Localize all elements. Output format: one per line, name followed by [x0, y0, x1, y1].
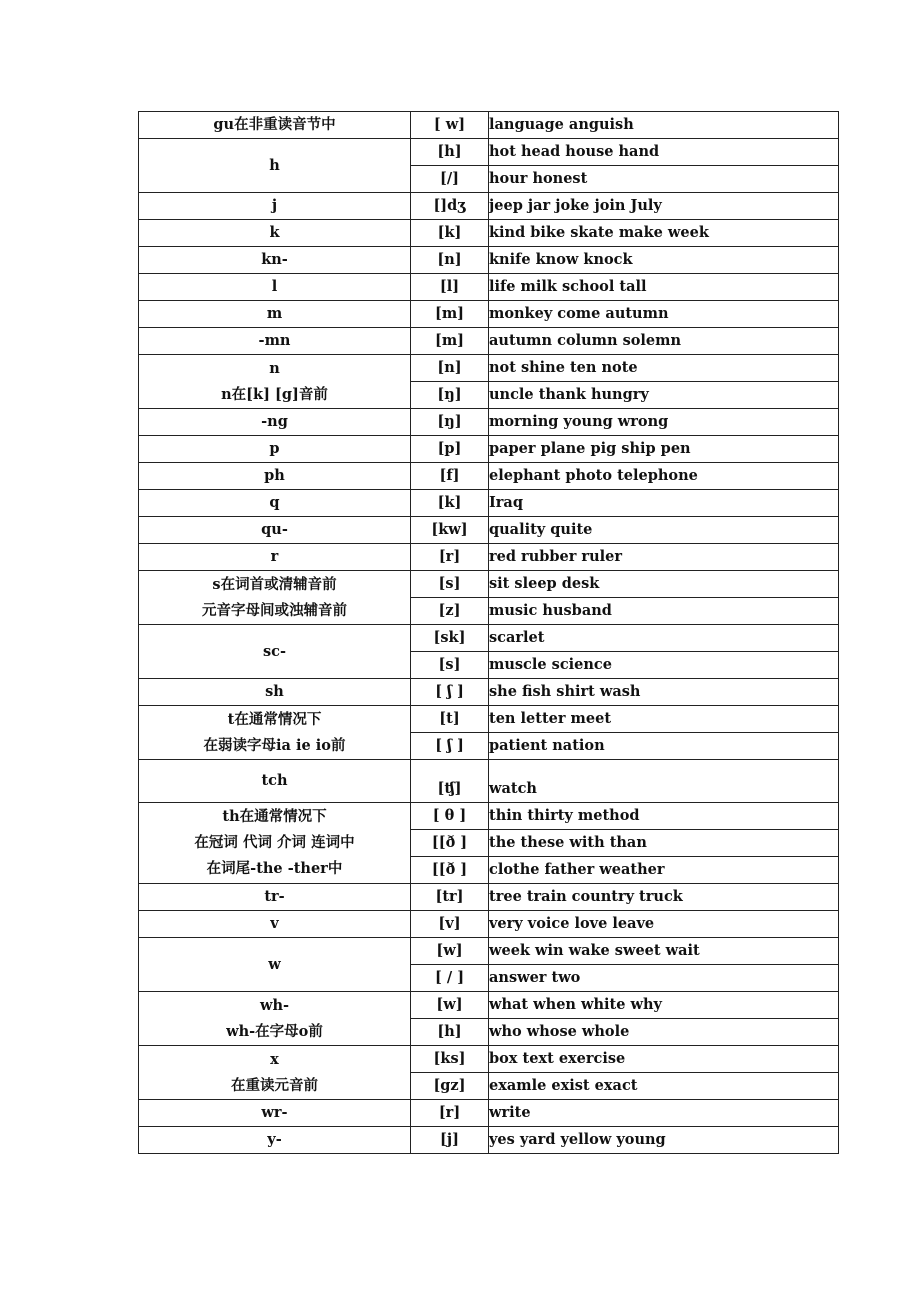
example-words: elephant photo telephone — [489, 463, 839, 490]
phonetic-symbol: [s] — [411, 571, 489, 598]
example-words: monkey come autumn — [489, 301, 839, 328]
letter-pattern-cell — [139, 1046, 411, 1100]
phonetic-symbol: [sk] — [411, 625, 489, 652]
phonetic-symbol: [m] — [411, 328, 489, 355]
phonetic-symbol: [v] — [411, 911, 489, 938]
example-words: jeep jar joke join July — [489, 193, 839, 220]
letter-pattern: tch — [261, 772, 288, 789]
letter-pattern-cell — [139, 911, 411, 938]
letter-pattern: r — [270, 548, 279, 565]
table-row — [139, 938, 839, 965]
letter-pattern-cell — [139, 706, 411, 760]
letter-pattern: tr- — [264, 888, 285, 905]
phonetic-symbol: [k] — [411, 220, 489, 247]
phonetic-symbol: [r] — [411, 1100, 489, 1127]
letter-pattern: x — [270, 1050, 279, 1068]
letter-pattern: n在[k] [g]音前 — [221, 385, 328, 403]
letter-pattern: s在词首或清辅音前 — [212, 575, 337, 593]
letter-pattern-cell — [139, 274, 411, 301]
letter-pattern-cell — [139, 625, 411, 679]
letter-pattern: k — [269, 224, 280, 241]
example-words: red rubber ruler — [489, 544, 839, 571]
example-words: very voice love leave — [489, 911, 839, 938]
phonetic-symbol: [l] — [411, 274, 489, 301]
letter-pattern-cell — [139, 436, 411, 463]
letter-pattern-cell — [139, 490, 411, 517]
example-words: morning young wrong — [489, 409, 839, 436]
phonetic-symbol: [f] — [411, 463, 489, 490]
example-words: patient nation — [489, 733, 839, 760]
letter-pattern: n — [269, 359, 280, 377]
example-words: thin thirty method — [489, 803, 839, 830]
phonetic-symbol: [t] — [411, 706, 489, 733]
table-row — [139, 625, 839, 652]
example-words: uncle thank hungry — [489, 382, 839, 409]
letter-pattern-cell — [139, 112, 411, 139]
letter-pattern: th在通常情况下 — [222, 808, 327, 825]
letter-pattern: 在重读元音前 — [231, 1076, 318, 1094]
letter-pattern-cell — [139, 884, 411, 911]
table-row — [139, 1127, 839, 1154]
table-row — [139, 355, 839, 382]
letter-pattern-cell — [139, 301, 411, 328]
example-words: the these with than — [489, 830, 839, 857]
letter-pattern: 在词尾-the -ther中 — [206, 860, 343, 877]
phonetic-symbol: [n] — [411, 247, 489, 274]
phonetic-symbol: [m] — [411, 301, 489, 328]
phonics-table — [138, 111, 839, 1154]
letter-pattern: m — [266, 305, 283, 322]
letter-pattern-cell — [139, 409, 411, 436]
phonetic-symbol: [ŋ] — [411, 382, 489, 409]
phonetic-symbol: []dʒ — [411, 193, 489, 220]
letter-pattern: h — [269, 156, 280, 174]
phonetic-symbol: [z] — [411, 598, 489, 625]
phonetic-symbol: [ ʃ ] — [411, 733, 489, 760]
letter-pattern: sc- — [262, 642, 286, 660]
example-words: kind bike skate make week — [489, 220, 839, 247]
example-words: knife know knock — [489, 247, 839, 274]
example-words: sit sleep desk — [489, 571, 839, 598]
letter-pattern: wr- — [261, 1104, 288, 1121]
letter-pattern: -ng — [261, 413, 288, 430]
letter-pattern-cell — [139, 803, 411, 884]
table-row — [139, 274, 839, 301]
phonetic-symbol: [ θ ] — [411, 803, 489, 830]
example-words: hot head house hand — [489, 139, 839, 166]
example-words: answer two — [489, 965, 839, 992]
letter-pattern: t在通常情况下 — [227, 710, 322, 728]
letter-pattern-cell — [139, 760, 411, 803]
example-words: language anguish — [489, 112, 839, 139]
letter-pattern: p — [269, 440, 280, 457]
phonetic-symbol: [w] — [411, 992, 489, 1019]
letter-pattern-cell — [139, 938, 411, 992]
example-words: box text exercise — [489, 1046, 839, 1073]
phonetic-symbol: [ʧ] — [411, 760, 489, 803]
phonetic-symbol: [ w] — [411, 112, 489, 139]
table-row — [139, 706, 839, 733]
example-words: write — [489, 1100, 839, 1127]
letter-pattern: q — [269, 494, 280, 511]
table-row — [139, 544, 839, 571]
example-words: quality quite — [489, 517, 839, 544]
letter-pattern: gu在非重读音节中 — [213, 116, 336, 133]
example-words: not shine ten note — [489, 355, 839, 382]
letter-pattern: qu- — [261, 521, 288, 538]
example-words: muscle science — [489, 652, 839, 679]
phonetic-symbol: [h] — [411, 1019, 489, 1046]
table-row — [139, 328, 839, 355]
example-words: paper plane pig ship pen — [489, 436, 839, 463]
letter-pattern: ph — [264, 467, 285, 484]
phonetic-symbol: [w] — [411, 938, 489, 965]
example-words: life milk school tall — [489, 274, 839, 301]
letter-pattern-cell — [139, 1100, 411, 1127]
letter-pattern: wh- — [259, 996, 290, 1014]
letter-pattern-cell — [139, 193, 411, 220]
letter-pattern-cell — [139, 247, 411, 274]
example-words: Iraq — [489, 490, 839, 517]
table-row — [139, 139, 839, 166]
example-words: autumn column solemn — [489, 328, 839, 355]
letter-pattern: 在冠词 代词 介词 连词中 — [194, 834, 355, 851]
phonetic-symbol: [j] — [411, 1127, 489, 1154]
phonetic-symbol: [tr] — [411, 884, 489, 911]
example-words: watch — [489, 760, 839, 803]
letter-pattern-cell — [139, 571, 411, 625]
letter-pattern-cell — [139, 220, 411, 247]
example-words: examle exist exact — [489, 1073, 839, 1100]
phonetic-symbol: [p] — [411, 436, 489, 463]
example-words: week win wake sweet wait — [489, 938, 839, 965]
table-row — [139, 1046, 839, 1073]
phonetic-symbol: [n] — [411, 355, 489, 382]
letter-pattern: 在弱读字母ia ie io前 — [203, 736, 346, 754]
letter-pattern-cell — [139, 463, 411, 490]
example-words: yes yard yellow young — [489, 1127, 839, 1154]
table-row — [139, 490, 839, 517]
letter-pattern: v — [270, 915, 279, 932]
example-words: scarlet — [489, 625, 839, 652]
example-words: who whose whole — [489, 1019, 839, 1046]
table-row — [139, 884, 839, 911]
letter-pattern-cell — [139, 517, 411, 544]
phonetic-symbol: [/] — [411, 166, 489, 193]
phonetic-symbol: [kw] — [411, 517, 489, 544]
phonetic-symbol: [r] — [411, 544, 489, 571]
phonics-table-body — [139, 112, 839, 1154]
table-row — [139, 679, 839, 706]
table-row — [139, 803, 839, 830]
letter-pattern-cell — [139, 355, 411, 409]
letter-pattern: 元音字母间或浊辅音前 — [202, 601, 347, 619]
phonetic-symbol: [[ð ] — [411, 857, 489, 884]
letter-pattern: l — [271, 278, 278, 295]
table-row — [139, 409, 839, 436]
example-words: she fish shirt wash — [489, 679, 839, 706]
table-row — [139, 911, 839, 938]
table-row — [139, 463, 839, 490]
phonetic-symbol: [ks] — [411, 1046, 489, 1073]
example-words: what when white why — [489, 992, 839, 1019]
example-words: tree train country truck — [489, 884, 839, 911]
letter-pattern-cell — [139, 328, 411, 355]
phonetic-symbol: [gz] — [411, 1073, 489, 1100]
letter-pattern: j — [271, 197, 278, 214]
letter-pattern-cell — [139, 544, 411, 571]
letter-pattern: w — [268, 955, 281, 973]
table-row — [139, 247, 839, 274]
letter-pattern: -mn — [258, 332, 291, 349]
letter-pattern: sh — [265, 683, 284, 700]
table-row — [139, 220, 839, 247]
phonetic-symbol: [[ð ] — [411, 830, 489, 857]
table-row — [139, 517, 839, 544]
phonetic-symbol: [s] — [411, 652, 489, 679]
table-row — [139, 1100, 839, 1127]
phonetic-symbol: [ŋ] — [411, 409, 489, 436]
phonetic-symbol: [k] — [411, 490, 489, 517]
phonetic-symbol: [ ʃ ] — [411, 679, 489, 706]
letter-pattern-cell — [139, 139, 411, 193]
table-row — [139, 301, 839, 328]
phonetic-symbol: [h] — [411, 139, 489, 166]
table-row — [139, 760, 839, 803]
table-row — [139, 112, 839, 139]
letter-pattern: y- — [267, 1131, 282, 1148]
example-words: ten letter meet — [489, 706, 839, 733]
table-row — [139, 992, 839, 1019]
letter-pattern-cell — [139, 1127, 411, 1154]
letter-pattern: wh-在字母o前 — [226, 1022, 323, 1040]
example-words: hour honest — [489, 166, 839, 193]
example-words: clothe father weather — [489, 857, 839, 884]
phonetic-symbol: [ / ] — [411, 965, 489, 992]
letter-pattern-cell — [139, 679, 411, 706]
letter-pattern-cell — [139, 992, 411, 1046]
letter-pattern: kn- — [261, 251, 288, 268]
table-row — [139, 571, 839, 598]
table-row — [139, 193, 839, 220]
table-row — [139, 436, 839, 463]
example-words: music husband — [489, 598, 839, 625]
